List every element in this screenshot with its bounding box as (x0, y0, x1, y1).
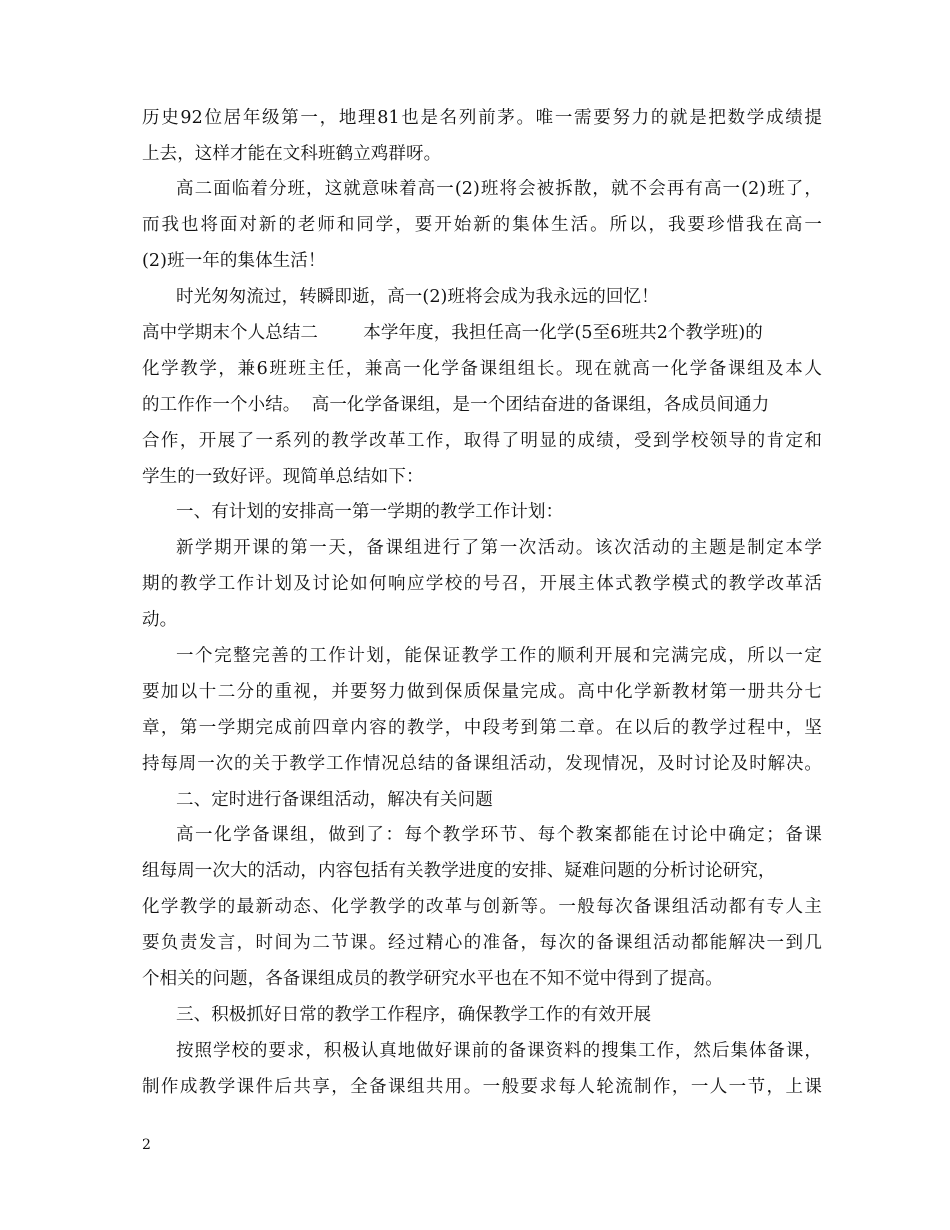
text-line: (2)班一年的集体生活！ (142, 251, 326, 272)
subheading-line: 三、积极抓好日常的教学工作程序，确保教学工作的有效开展 (176, 1004, 652, 1025)
text-line: 化学教学的最新动态、化学教学的改革与创新等。一般每次备课组活动都有专人主 (142, 897, 822, 918)
text-line: 要加以十二分的重视，并要努力做到保质保量完成。高中化学新教材第一册共分七 (142, 681, 822, 702)
page-number: 2 (142, 1137, 151, 1153)
text-line: 组每周一次大的活动，内容包括有关教学进度的安排、疑难问题的分析讨论研究， (142, 861, 776, 882)
text-line: 合作，开展了一系列的教学改革工作，取得了明显的成绩，受到学校领导的肯定和 (142, 430, 822, 451)
text-line: 而我也将面对新的老师和同学，要开始新的集体生活。所以，我要珍惜我在高一 (142, 215, 822, 236)
text-line: 时光匆匆流过，转瞬即逝，高一(2)班将会成为我永远的回忆！ (176, 287, 659, 308)
text-line: 章，第一学期完成前四章内容的教学，中段考到第二章。在以后的教学过程中，坚 (142, 717, 822, 738)
text-line: 历史92位居年级第一，地理81也是名列前茅。唯一需要努力的就是把数学成绩提 (142, 108, 822, 128)
text-line: 制作成教学课件后共享，全备课组共用。一般要求每人轮流制作，一人一节，上课 (142, 1076, 822, 1097)
text-line: 高二面临着分班，这就意味着高一(2)班将会被拆散，就不会再有高一(2)班了， (176, 179, 822, 200)
text-line: 的工作作一个小结。 高一化学备课组，是一个团结奋进的备课组，各成员间通力 (142, 394, 770, 415)
text-line: 持每周一次的关于教学工作情况总结的备课组活动，发现情况，及时讨论及时解决。 (142, 753, 822, 774)
text-line: 化学教学，兼6班班主任，兼高一化学备课组组长。现在就高一化学备课组及本人 (142, 358, 822, 379)
section-heading-line: 高中学期末个人总结二 本学年度，我担任高一化学(5至6班共2个教学班)的 (142, 322, 763, 343)
text-line: 个相关的问题，各备课组成员的教学研究水平也在不知不觉中得到了提高。 (142, 968, 723, 989)
subheading-line: 一、有计划的安排高一第一学期的教学工作计划： (176, 502, 564, 523)
document-body (142, 100, 822, 1106)
subheading-line: 二、定时进行备课组活动，解决有关问题 (176, 789, 493, 810)
text-line: 新学期开课的第一天，备课组进行了第一次活动。该次活动的主题是制定本学 (176, 538, 822, 559)
text-line: 要负责发言，时间为二节课。经过精心的准备，每次的备课组活动都能解决一到几 (142, 933, 822, 954)
text-line: 动。 (142, 610, 178, 631)
text-line: 按照学校的要求，积极认真地做好课前的备课资料的搜集工作，然后集体备课， (176, 1040, 822, 1061)
text-line: 上去，这样才能在文科班鹤立鸡群呀。 (142, 143, 442, 164)
text-line: 一个完整完善的工作计划，能保证教学工作的顺利开展和完满完成，所以一定 (176, 645, 822, 666)
text-line: 期的教学工作计划及讨论如何响应学校的号召，开展主体式教学模式的教学改革活 (142, 574, 822, 595)
text-line: 学生的一致好评。现简单总结如下： (142, 466, 424, 487)
text-line: 高一化学备课组，做到了：每个教学环节、每个教案都能在讨论中确定；备课 (176, 825, 822, 846)
